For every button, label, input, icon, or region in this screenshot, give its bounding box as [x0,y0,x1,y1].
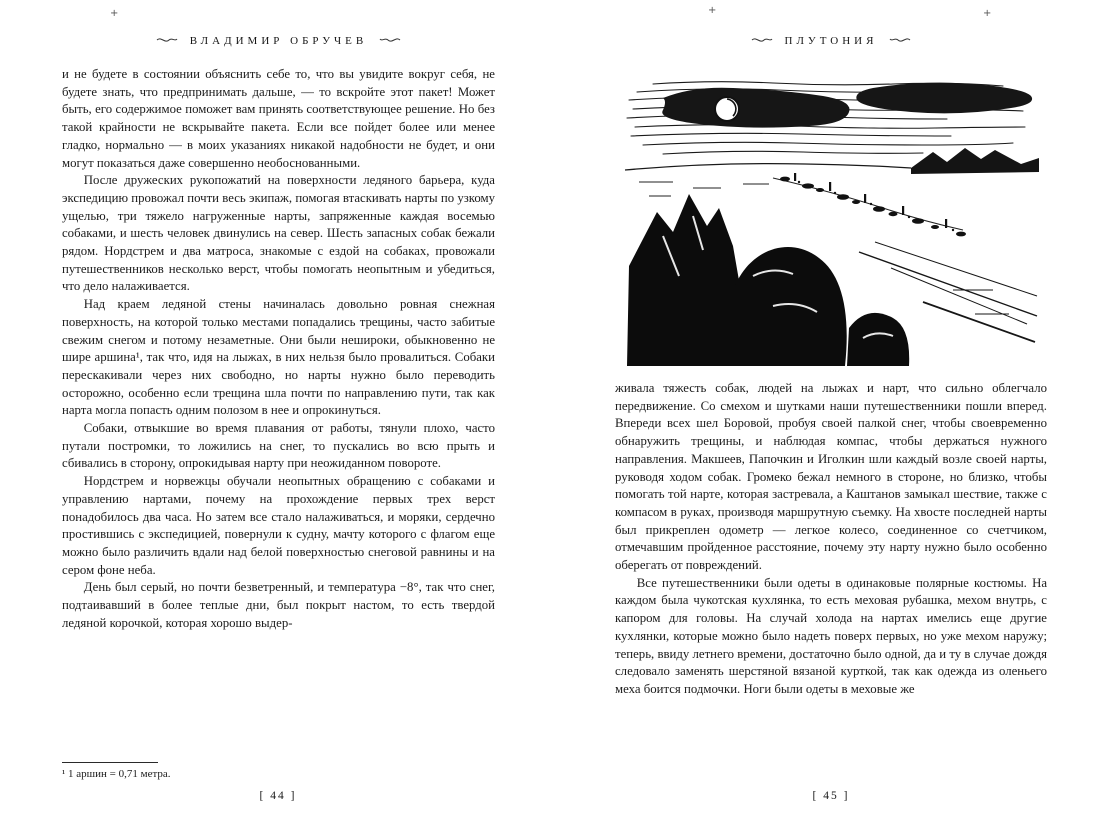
paragraph: и не будете в состоянии объяснить себе то, что вы увидите вокруг себя, не будете знать, что предпринимать дальше, — то вскройте этот пакет! Может быть, его содержимое поможет вам принять соответствующее решение. Но без такой крайности не вскрывайте пакета. Если все пойдет более или менее гладко, нормально — в моих указаниях никакой надобности не будет, и они могут показаться даже совершенно необоснованными. [62,67,495,170]
page-number-right: [ 45 ] [812,790,850,802]
running-header-title [615,33,1047,49]
paragraph: После дружеских рукопожатий на поверхности ледяного барьера, куда экспедицию провожал почти весь экипаж, помогая втаскивать нарты по узкому ущелью, три тяжело нагруженные нарты, запряженные каждая восемью собаками, и шесть человек двинулись на север. Шесть запасных собак бежали рядом. Нордстрем и два матроса, знакомые с ездой на собаках, провожали путешественников несколько верст, чтобы помогать неопытным и убедиться, что дело налаживается. [62,173,495,294]
right-page-paragraphs [615,380,1047,699]
paragraph: Над краем ледяной стены начиналась довольно ровная снежная поверхность, на которой только местами попадались трещины, часто забитые свежим снегом и потому незаметные. Они были нешироки, обыкновенно не шире аршина¹, так что, идя на лыжах, в них нельзя было провалиться. Собаки перескакивали через них свободно, но нарты нужно было переводить осторожно, особенно если трещина шла почти по направлению пути, так как нарта могла попасть одним полозом в нее и опрокинуться. [62,297,495,418]
right-page-text-column [615,70,1047,770]
footnote [62,762,495,781]
illustration-drawing [623,76,1039,366]
footnote-rule [62,762,158,763]
corner-ornament: + [110,8,119,19]
page-number-left: [ 44 ] [259,790,297,802]
paragraph: День был серый, но почти безветренный, и температура −8°, так что снег, подтаивавший в более теплые дни, был покрыт настом, то есть твердой ледяной корочкой, которая хорошо выдер- [62,580,495,630]
header-flourish-icon [379,35,401,47]
illustration [623,76,1039,366]
header-flourish-icon [156,35,178,47]
footnote-text: ¹ 1 аршин = 0,71 метра. [62,768,171,780]
paragraph: Нордстрем и норвежцы обучали неопытных обращению с собаками и управлению нартами, почему на прохождение первых трех верст понадобилось два часа. Но затем все стало налаживаться, и моряки, сердечно простившись с экспедицией, повернули к судну, мачту которого с флагом еще можно было различить вдали над белой поверхностью снеговой равнины и на сером фоне неба. [62,474,495,577]
paragraph: живала тяжесть собак, людей на лыжах и нарт, что сильно облегчало передвижение. Со смехом и шутками наши путешественники пошли вперед. Впереди всех шел Боровой, пробуя своей палкой снег, чтобы своевременно обнаружить трещины, и наблюдая компас, чтобы держаться нужного направления. Макшеев, Папочкин и Иголкин шли каждый возле своей нарты, руководя ходом собак. Громеко бежал немного в стороне, но близко, чтобы помогать той нарте, которая застревала, а Каштанов замыкал шествие, также с компасом в руках, производя маршрутную съемку. На хвосте последней нарты был прикреплен одометр — легкое колесо, соединенное со счетчиком, отмечавшим пройденное расстояние, почему эту нарту нужно было особенно оберегать от повреждений. [615,381,1047,573]
left-page-text-column [62,66,495,764]
running-header-title-text: ПЛУТОНИЯ [784,35,878,47]
paragraph: Все путешественники были одеты в одинаковые полярные костюмы. На каждом была чукотская кухлянка, то есть меховая рубашка, мехом внутрь, с капором для головы. На случай холода на нартах имелись еще другие кухлянки, которые можно было надеть поверх первых, но уже мехом наружу; теперь, ввиду летнего времени, достаточно было одной, да и ту в случае дождя следовало заменять шерстяной вязаной курткой, так как одежда из оленьего меха боится подмочки. Ноги были одеты в меховые же [615,575,1047,696]
corner-ornament: + [983,8,992,19]
corner-ornament: + [708,5,717,16]
paragraph: Собаки, отвыкшие во время плавания от работы, тянули плохо, часто путали постромки, то ложились на снег, то пускались во всю прыть и сбивались в сторону, опрокидывая нарту при неожиданном повороте. [62,421,495,471]
running-header-author-text: ВЛАДИМИР ОБРУЧЕВ [189,35,368,47]
header-flourish-icon [751,35,773,47]
header-flourish-icon [889,35,911,47]
running-header-author [62,33,495,49]
